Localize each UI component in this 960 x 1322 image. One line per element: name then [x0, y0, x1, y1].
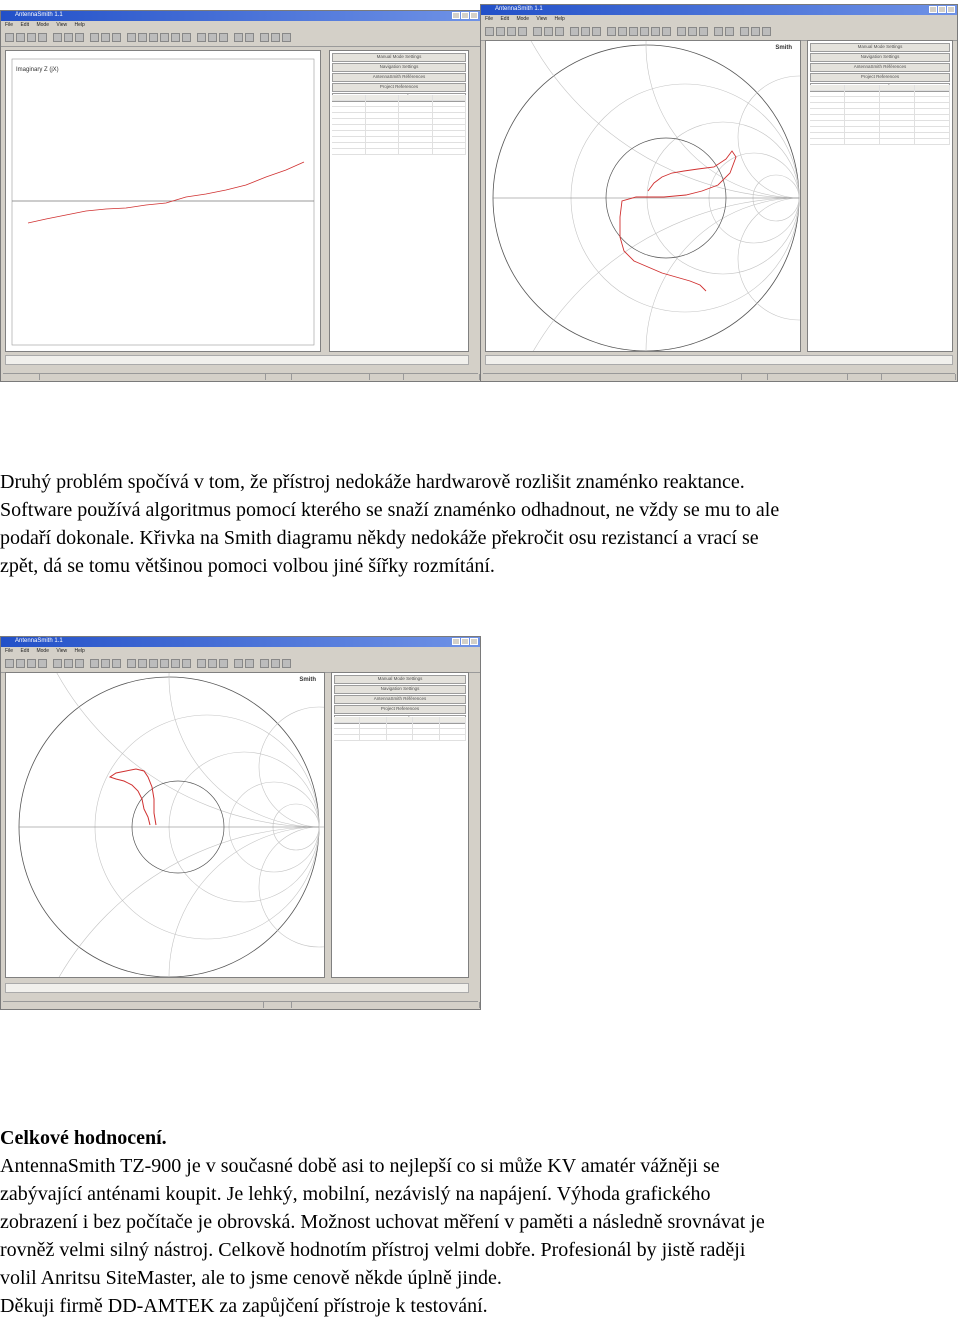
- window-title: AntennaSmith 1.1: [495, 6, 543, 12]
- summary-line-5: volil Anritsu SiteMaster, ale to jsme cenově někde úplně jinde.: [0, 1267, 502, 1289]
- smith-title: Smith: [299, 677, 316, 683]
- toolbar-button-icon[interactable]: [112, 659, 121, 668]
- tab-navigation[interactable]: Navigation Settings: [332, 63, 466, 72]
- menu-help[interactable]: Help: [74, 648, 85, 654]
- toolbar-button-icon[interactable]: [219, 659, 228, 668]
- right-settings-panel: [329, 50, 469, 352]
- toolbar-button-icon[interactable]: [171, 659, 180, 668]
- toolbar-button-icon[interactable]: [171, 33, 180, 42]
- menu-file[interactable]: File: [5, 648, 14, 654]
- tab-antennasmith-references[interactable]: AntennaSmith Références: [332, 73, 466, 82]
- toolbar-button-icon[interactable]: [260, 33, 269, 42]
- toolbar-button-icon[interactable]: [762, 27, 771, 36]
- maximize-icon[interactable]: [938, 6, 946, 13]
- chart-title: Imaginary Z (jX): [16, 67, 59, 73]
- window-title: AntennaSmith 1.1: [15, 12, 63, 18]
- summary-line-3: zobrazení i bez počítače je obrovská. Možnost uchovat měření v paměti a následně srovnávat je: [0, 1211, 765, 1233]
- toolbar-button-icon[interactable]: [197, 659, 206, 668]
- screenshot-smith-window-middle: [0, 636, 481, 1010]
- toolbar-button-icon[interactable]: [725, 27, 734, 36]
- tab-antennasmith-references[interactable]: AntennaSmith Références: [334, 695, 466, 704]
- toolbar-button-icon[interactable]: [149, 659, 158, 668]
- toolbar-button-icon[interactable]: [75, 659, 84, 668]
- summary-line-1: AntennaSmith TZ-900 je v současné době asi to nejlepší co si může KV amatér vážněji se: [0, 1155, 720, 1177]
- toolbar: [1, 656, 480, 673]
- toolbar-button-icon[interactable]: [662, 27, 671, 36]
- toolbar-button-icon[interactable]: [53, 33, 62, 42]
- toolbar-button-icon[interactable]: [271, 659, 280, 668]
- screenshot-smith-window-top: [480, 4, 958, 382]
- menu-edit[interactable]: Edit: [20, 22, 30, 28]
- toolbar-button-icon[interactable]: [197, 33, 206, 42]
- toolbar-button-icon[interactable]: [219, 33, 228, 42]
- toolbar-button-icon[interactable]: [618, 27, 627, 36]
- toolbar-button-icon[interactable]: [518, 27, 527, 36]
- toolbar-button-icon[interactable]: [607, 27, 616, 36]
- toolbar-button-icon[interactable]: [260, 659, 269, 668]
- tab-project-references[interactable]: Project References: [810, 73, 950, 82]
- summary-line-4: rovněž velmi silný nástroj. Celkově hodnotím přístroj velmi dobře. Profesionál by jistě raději: [0, 1239, 746, 1261]
- toolbar-button-icon[interactable]: [555, 27, 564, 36]
- toolbar-button-icon[interactable]: [160, 659, 169, 668]
- toolbar-button-icon[interactable]: [64, 33, 73, 42]
- menubar: [1, 647, 480, 655]
- toolbar-button-icon[interactable]: [245, 33, 254, 42]
- maximize-icon[interactable]: [461, 12, 469, 19]
- toolbar-button-icon[interactable]: [271, 33, 280, 42]
- close-icon[interactable]: [947, 6, 955, 13]
- toolbar-button-icon[interactable]: [138, 33, 147, 42]
- tab-manual-mode[interactable]: Manual Mode Settings: [810, 43, 950, 52]
- toolbar-button-icon[interactable]: [16, 33, 25, 42]
- toolbar-button-icon[interactable]: [182, 33, 191, 42]
- toolbar-button-icon[interactable]: [651, 27, 660, 36]
- status-bar: [483, 373, 955, 381]
- summary-line-6: Děkuji firmě DD-AMTEK za zapůjčení přístroje k testování.: [0, 1295, 488, 1317]
- menu-edit[interactable]: Edit: [20, 648, 30, 654]
- toolbar-button-icon[interactable]: [160, 33, 169, 42]
- toolbar-button-icon[interactable]: [208, 659, 217, 668]
- toolbar-button-icon[interactable]: [740, 27, 749, 36]
- minimize-icon[interactable]: [929, 6, 937, 13]
- smith-chart: [6, 673, 324, 977]
- close-icon[interactable]: [470, 638, 478, 645]
- tab-antennasmith-references[interactable]: AntennaSmith Références: [810, 63, 950, 72]
- toolbar-button-icon[interactable]: [640, 27, 649, 36]
- window-titlebar: [1, 11, 480, 21]
- menu-file[interactable]: File: [5, 22, 14, 28]
- minimize-icon[interactable]: [452, 638, 460, 645]
- menu-edit[interactable]: Edit: [500, 16, 510, 22]
- toolbar-button-icon[interactable]: [533, 27, 542, 36]
- imaginary-z-chart: [5, 50, 321, 352]
- toolbar-button-icon[interactable]: [677, 27, 686, 36]
- toolbar-button-icon[interactable]: [282, 33, 291, 42]
- toolbar-button-icon[interactable]: [112, 33, 121, 42]
- toolbar-button-icon[interactable]: [64, 659, 73, 668]
- summary-heading: Celkové hodnocení.: [0, 1127, 167, 1149]
- toolbar-button-icon[interactable]: [127, 659, 136, 668]
- toolbar: [481, 24, 957, 41]
- problem-line-4: zpět, dá se tomu většinou pomoci volbou jiné šířky rozmítání.: [0, 555, 495, 577]
- toolbar-button-icon[interactable]: [208, 33, 217, 42]
- toolbar-button-icon[interactable]: [592, 27, 601, 36]
- problem-line-1: Druhý problém spočívá v tom, že přístroj nedokáže hardwarově rozlišit znaménko reaktance.: [0, 471, 745, 493]
- problem-line-2: Software používá algoritmus pomocí kterého se snaží znaménko odhadnout, ne vždy se mu to ale: [0, 499, 780, 521]
- summary-line-2: zabývající anténami koupit. Je lehký, mobilní, nezávislý na napájení. Výhoda grafického: [0, 1183, 711, 1205]
- toolbar-button-icon[interactable]: [101, 33, 110, 42]
- toolbar-button-icon[interactable]: [699, 27, 708, 36]
- imaginary-z-plot: [6, 51, 320, 351]
- screenshot-imaginary-z-window: [0, 10, 481, 382]
- menu-help[interactable]: Help: [74, 22, 85, 28]
- toolbar-button-icon[interactable]: [234, 33, 243, 42]
- toolbar-button-icon[interactable]: [27, 33, 36, 42]
- menubar: [481, 15, 957, 23]
- smith-chart: [486, 41, 800, 351]
- toolbar-button-icon[interactable]: [581, 27, 590, 36]
- menu-view[interactable]: View: [536, 16, 548, 22]
- toolbar-button-icon[interactable]: [27, 659, 36, 668]
- toolbar-button-icon[interactable]: [38, 659, 47, 668]
- data-grid: [332, 95, 466, 155]
- toolbar-button-icon[interactable]: [570, 27, 579, 36]
- horizontal-scrollbar[interactable]: [485, 355, 953, 365]
- status-bar: [3, 373, 478, 381]
- smith-title: Smith: [775, 45, 792, 51]
- toolbar-button-icon[interactable]: [751, 27, 760, 36]
- toolbar-button-icon[interactable]: [138, 659, 147, 668]
- menubar: [1, 21, 480, 29]
- status-bar: [3, 1001, 478, 1009]
- toolbar-button-icon[interactable]: [90, 33, 99, 42]
- toolbar-button-icon[interactable]: [496, 27, 505, 36]
- toolbar-button-icon[interactable]: [245, 659, 254, 668]
- menu-file[interactable]: File: [485, 16, 494, 22]
- toolbar-button-icon[interactable]: [688, 27, 697, 36]
- toolbar-button-icon[interactable]: [38, 33, 47, 42]
- tab-navigation[interactable]: Navigation Settings: [334, 685, 466, 694]
- toolbar-button-icon[interactable]: [5, 33, 14, 42]
- window-titlebar: [481, 5, 957, 15]
- toolbar-button-icon[interactable]: [629, 27, 638, 36]
- menu-mode[interactable]: Mode: [516, 16, 529, 22]
- toolbar-button-icon[interactable]: [182, 659, 191, 668]
- close-icon[interactable]: [470, 12, 478, 19]
- toolbar-button-icon[interactable]: [282, 659, 291, 668]
- tab-manual-mode[interactable]: Manual Mode Settings: [332, 53, 466, 62]
- toolbar-button-icon[interactable]: [75, 33, 84, 42]
- toolbar-button-icon[interactable]: [507, 27, 516, 36]
- toolbar-button-icon[interactable]: [485, 27, 494, 36]
- menu-help[interactable]: Help: [554, 16, 565, 22]
- toolbar-button-icon[interactable]: [544, 27, 553, 36]
- menu-view[interactable]: View: [56, 22, 68, 28]
- minimize-icon[interactable]: [452, 12, 460, 19]
- right-settings-panel: [331, 672, 469, 978]
- right-settings-panel: [807, 40, 953, 352]
- data-grid: [334, 717, 466, 741]
- maximize-icon[interactable]: [461, 638, 469, 645]
- tab-project-references[interactable]: Project References: [332, 83, 466, 92]
- toolbar-button-icon[interactable]: [5, 659, 14, 668]
- problem-line-3: podaří dokonale. Křivka na Smith diagramu někdy nedokáže překročit osu rezistancí a vrací se: [0, 527, 759, 549]
- toolbar: [1, 30, 480, 47]
- smith-chart-pane: [485, 40, 801, 352]
- toolbar-button-icon[interactable]: [149, 33, 158, 42]
- toolbar-button-icon[interactable]: [90, 659, 99, 668]
- toolbar-button-icon[interactable]: [234, 659, 243, 668]
- horizontal-scrollbar[interactable]: [5, 983, 469, 993]
- toolbar-button-icon[interactable]: [16, 659, 25, 668]
- tab-project-references[interactable]: Project References: [334, 705, 466, 714]
- tab-manual-mode[interactable]: Manual Mode Settings: [334, 675, 466, 684]
- toolbar-button-icon[interactable]: [127, 33, 136, 42]
- smith-chart-pane: [5, 672, 325, 978]
- window-title: AntennaSmith 1.1: [15, 638, 63, 644]
- toolbar-button-icon[interactable]: [53, 659, 62, 668]
- menu-mode[interactable]: Mode: [36, 648, 49, 654]
- tab-navigation[interactable]: Navigation Settings: [810, 53, 950, 62]
- toolbar-button-icon[interactable]: [714, 27, 723, 36]
- menu-view[interactable]: View: [56, 648, 68, 654]
- data-grid: [810, 85, 950, 145]
- toolbar-button-icon[interactable]: [101, 659, 110, 668]
- horizontal-scrollbar[interactable]: [5, 355, 469, 365]
- menu-mode[interactable]: Mode: [36, 22, 49, 28]
- window-titlebar: [1, 637, 480, 647]
